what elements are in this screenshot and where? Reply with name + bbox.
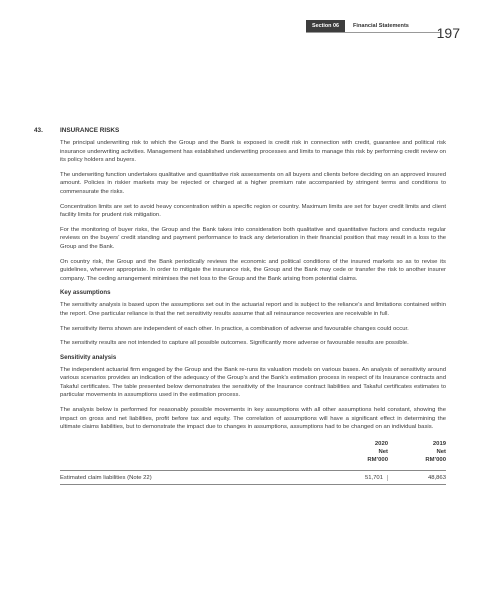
value-2020: 51,701 (329, 475, 388, 481)
note-heading (34, 127, 446, 134)
column-unit: RM’000 (367, 457, 388, 464)
section-badge: Section 06 (306, 20, 345, 32)
column-header-2020 (330, 440, 388, 465)
paragraph: The sensitivity items shown are independent of each other. In practice, a combination of adverse and favourable changes could occur. (60, 325, 409, 332)
paragraph: The independent actuarial firm engaged by the Group and the Bank re-runs its valuation models on various bases. An analysis of sensitivity around various scenarios provides an indication of the adequacy of the Group’s and the Bank’s estimation process in respect of its Insurance contracts and Takaful certificates. The table presented below demonstrates the sensitivity of the Insurance contract liabilities and Takaful certificates estimates to particular movements in assumptions used in the estimation process. (60, 366, 446, 399)
column-year: 2020 (374, 440, 388, 447)
column-header-2019 (388, 440, 446, 465)
paragraph: The underwriting function undertakes qualitative and quantitative risk assessments on all buyers and clients before deciding on an approved insured amount. Policies in riskier markets may be rejected or charged at a higher premium rate accompanied by stringent terms and conditions to commensurate the risks. (60, 171, 446, 195)
value-2019: 48,863 (427, 474, 446, 481)
note-title: INSURANCE RISKS (60, 127, 120, 134)
note-number: 43. (34, 127, 43, 134)
key-assumptions-heading: Key assumptions (60, 289, 111, 297)
header-divider (306, 32, 440, 33)
column-unit: RM’000 (425, 457, 446, 464)
sensitivity-table (60, 440, 446, 486)
page-header (306, 20, 409, 32)
column-year: 2019 (432, 440, 446, 447)
paragraph: On country risk, the Group and the Bank periodically reviews the economic and political conditions of the insured markets so as to revise its guidelines, wherever appropriate. In order to mitigate the insurance risk, the Group and the Bank may cede or transfer the risk to another insurer company. The ceding arrangement minimises the net loss to the Group and the Bank arising from potential claims. (60, 258, 446, 282)
paragraph: The sensitivity results are not intended to capture all possible outcomes. Significantly more adverse or favourable results are possible. (60, 340, 409, 347)
paragraph: Concentration limits are set to avoid heavy concentration within a specific region or country. Maximum limits are set for buyer credit limits and client facility limits for prudent risk mitigation. (60, 203, 446, 219)
row-label: Estimated claim liabilities (Note 22) (60, 474, 152, 481)
paragraph: The principal underwriting risk to which the Group and the Bank is exposed is credit risk in connection with credit, guarantee and political risk insurance underwriting activities. Management has established underwriting processes and limits to manage this risk by performing credit review on its policy holders and buyers. (60, 140, 446, 164)
column-basis: Net (378, 449, 388, 456)
paragraph: For the monitoring of buyer risks, the Group and the Bank takes into consideration both qualitative and quantitative factors and conducts regular reviews on the buyers’ credit standing and payment performance to track any deterioration in their financial position that may result in a loss to the Group and the Bank. (60, 226, 446, 250)
note-body (60, 139, 446, 485)
table-header (60, 440, 446, 465)
paragraph: The analysis below is performed for reasonably possible movements in key assumptions with all other assumptions held constant, showing the impact on gross and net liabilities, profit before tax and equity. The correlation of assumptions will have a significant effect in determining the ultimate claims liabilities, but to demonstrate the impact due to changes in assumptions, assumptions had to be changed on an individual basis. (60, 407, 446, 431)
page-number: 197 (436, 25, 460, 41)
note-content (34, 127, 446, 485)
paragraph: The sensitivity analysis is based upon the assumptions set out in the actuarial report and is subject to the reliance’s and limitations contained within the report. One particular reliance is that the net sensitivity results assume that all reinsurance recoveries are receivable in full. (60, 302, 446, 317)
section-title: Financial Statements (352, 23, 409, 29)
sensitivity-analysis-heading: Sensitivity analysis (60, 353, 117, 361)
column-basis: Net (436, 449, 446, 456)
table-row (60, 470, 446, 485)
